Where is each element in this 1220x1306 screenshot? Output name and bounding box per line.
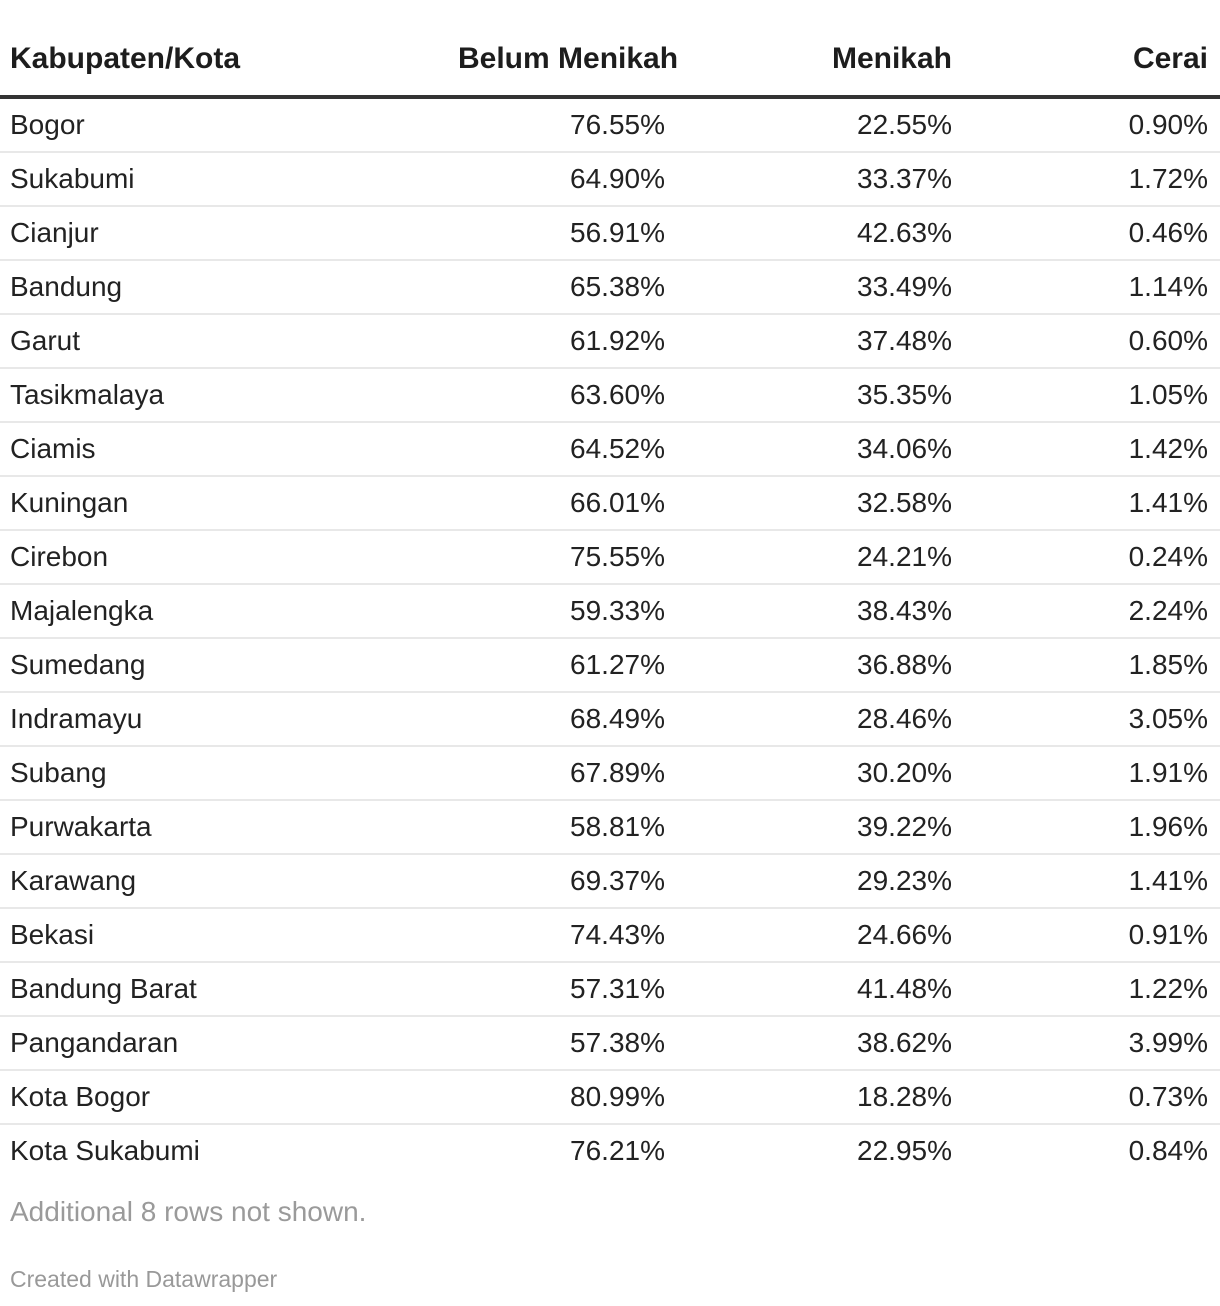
datawrapper-attribution-link[interactable]: Created with Datawrapper xyxy=(10,1266,278,1292)
row-value: 64.90% xyxy=(458,152,665,206)
table-row xyxy=(0,368,1220,422)
row-label: Purwakarta xyxy=(0,800,458,854)
row-label: Subang xyxy=(0,746,458,800)
table-row xyxy=(0,800,1220,854)
table-row xyxy=(0,152,1220,206)
rows-not-shown-note: Additional 8 rows not shown. xyxy=(10,1196,367,1227)
row-value: 3.99% xyxy=(952,1016,1220,1070)
row-label: Bandung xyxy=(0,260,458,314)
table-row xyxy=(0,422,1220,476)
table-row xyxy=(0,908,1220,962)
row-value: 59.33% xyxy=(458,584,665,638)
row-value: 0.46% xyxy=(952,206,1220,260)
table-row xyxy=(0,746,1220,800)
row-label: Bogor xyxy=(10,109,85,140)
row-value: 1.05% xyxy=(952,368,1220,422)
table-row xyxy=(0,260,1220,314)
row-value: 1.91% xyxy=(952,746,1220,800)
row-value: 35.35% xyxy=(665,368,952,422)
row-value: 68.49% xyxy=(458,692,665,746)
row-value: 69.37% xyxy=(458,854,665,908)
row-value: 75.55% xyxy=(458,530,665,584)
row-value: 1.41% xyxy=(952,854,1220,908)
table-row xyxy=(0,97,1220,152)
row-value: 56.91% xyxy=(458,206,665,260)
row-value: 0.91% xyxy=(952,908,1220,962)
row-label: Kuningan xyxy=(0,476,458,530)
row-value: 1.96% xyxy=(952,800,1220,854)
row-label: Bandung Barat xyxy=(0,962,458,1016)
column-header-cerai: Cerai xyxy=(952,0,1220,97)
row-label: Sukabumi xyxy=(0,152,458,206)
row-value: 0.60% xyxy=(952,314,1220,368)
table-row xyxy=(0,854,1220,908)
row-value: 18.28% xyxy=(665,1070,952,1124)
row-value: 38.43% xyxy=(665,584,952,638)
row-label: Kota Bogor xyxy=(0,1070,458,1124)
row-value: 57.38% xyxy=(458,1016,665,1070)
table-row xyxy=(0,476,1220,530)
row-value: 57.31% xyxy=(458,962,665,1016)
row-value: 39.22% xyxy=(665,800,952,854)
row-value: 29.23% xyxy=(665,854,952,908)
row-value: 74.43% xyxy=(458,908,665,962)
row-value: 32.58% xyxy=(665,476,952,530)
table-row xyxy=(0,962,1220,1016)
table-row xyxy=(0,584,1220,638)
row-value: 1.72% xyxy=(952,152,1220,206)
row-label: Ciamis xyxy=(0,422,458,476)
row-value: 33.49% xyxy=(665,260,952,314)
row-label: Kota Sukabumi xyxy=(0,1124,458,1177)
row-value: 1.41% xyxy=(952,476,1220,530)
row-value: 42.63% xyxy=(665,206,952,260)
row-value: 76.21% xyxy=(458,1124,665,1177)
column-header-belum-menikah: Belum Menikah xyxy=(458,0,665,97)
table-row xyxy=(0,206,1220,260)
row-value: 38.62% xyxy=(665,1016,952,1070)
row-value: 28.46% xyxy=(665,692,952,746)
row-value: 1.22% xyxy=(952,962,1220,1016)
row-value: 22.55% xyxy=(857,109,952,140)
row-value: 30.20% xyxy=(665,746,952,800)
row-value: 3.05% xyxy=(952,692,1220,746)
row-label: Indramayu xyxy=(0,692,458,746)
row-label: Sumedang xyxy=(0,638,458,692)
row-label: Karawang xyxy=(0,854,458,908)
row-value: 64.52% xyxy=(458,422,665,476)
row-value: 34.06% xyxy=(665,422,952,476)
row-label: Majalengka xyxy=(0,584,458,638)
column-header-kabupaten-kota: Kabupaten/Kota xyxy=(0,0,458,97)
column-header-menikah: Menikah xyxy=(665,0,952,97)
row-value: 24.21% xyxy=(665,530,952,584)
row-value: 37.48% xyxy=(665,314,952,368)
table-row xyxy=(0,638,1220,692)
row-label: Cianjur xyxy=(0,206,458,260)
row-value: 33.37% xyxy=(665,152,952,206)
row-value: 0.24% xyxy=(952,530,1220,584)
row-value: 80.99% xyxy=(458,1070,665,1124)
row-value: 76.55% xyxy=(570,109,665,140)
table-row xyxy=(0,1016,1220,1070)
table-body xyxy=(0,97,1220,1177)
row-value: 1.14% xyxy=(952,260,1220,314)
row-value: 67.89% xyxy=(458,746,665,800)
row-value: 58.81% xyxy=(458,800,665,854)
row-label: Cirebon xyxy=(0,530,458,584)
row-label: Bekasi xyxy=(0,908,458,962)
row-value: 0.84% xyxy=(952,1124,1220,1177)
row-value: 1.42% xyxy=(952,422,1220,476)
table-row xyxy=(0,1070,1220,1124)
row-value: 63.60% xyxy=(458,368,665,422)
row-value: 1.85% xyxy=(952,638,1220,692)
row-label: Tasikmalaya xyxy=(0,368,458,422)
row-value: 36.88% xyxy=(665,638,952,692)
table-row xyxy=(0,692,1220,746)
row-value: 66.01% xyxy=(458,476,665,530)
row-value: 22.95% xyxy=(665,1124,952,1177)
row-value: 61.27% xyxy=(458,638,665,692)
row-label: Pangandaran xyxy=(0,1016,458,1070)
table-row xyxy=(0,314,1220,368)
table-row xyxy=(0,1124,1220,1177)
row-value: 41.48% xyxy=(665,962,952,1016)
row-value: 2.24% xyxy=(952,584,1220,638)
row-value: 0.90% xyxy=(1128,109,1208,140)
row-value: 61.92% xyxy=(458,314,665,368)
table-row xyxy=(0,530,1220,584)
row-value: 0.73% xyxy=(952,1070,1220,1124)
row-value: 24.66% xyxy=(665,908,952,962)
header-row xyxy=(0,0,1220,97)
row-value: 65.38% xyxy=(458,260,665,314)
row-label: Garut xyxy=(0,314,458,368)
